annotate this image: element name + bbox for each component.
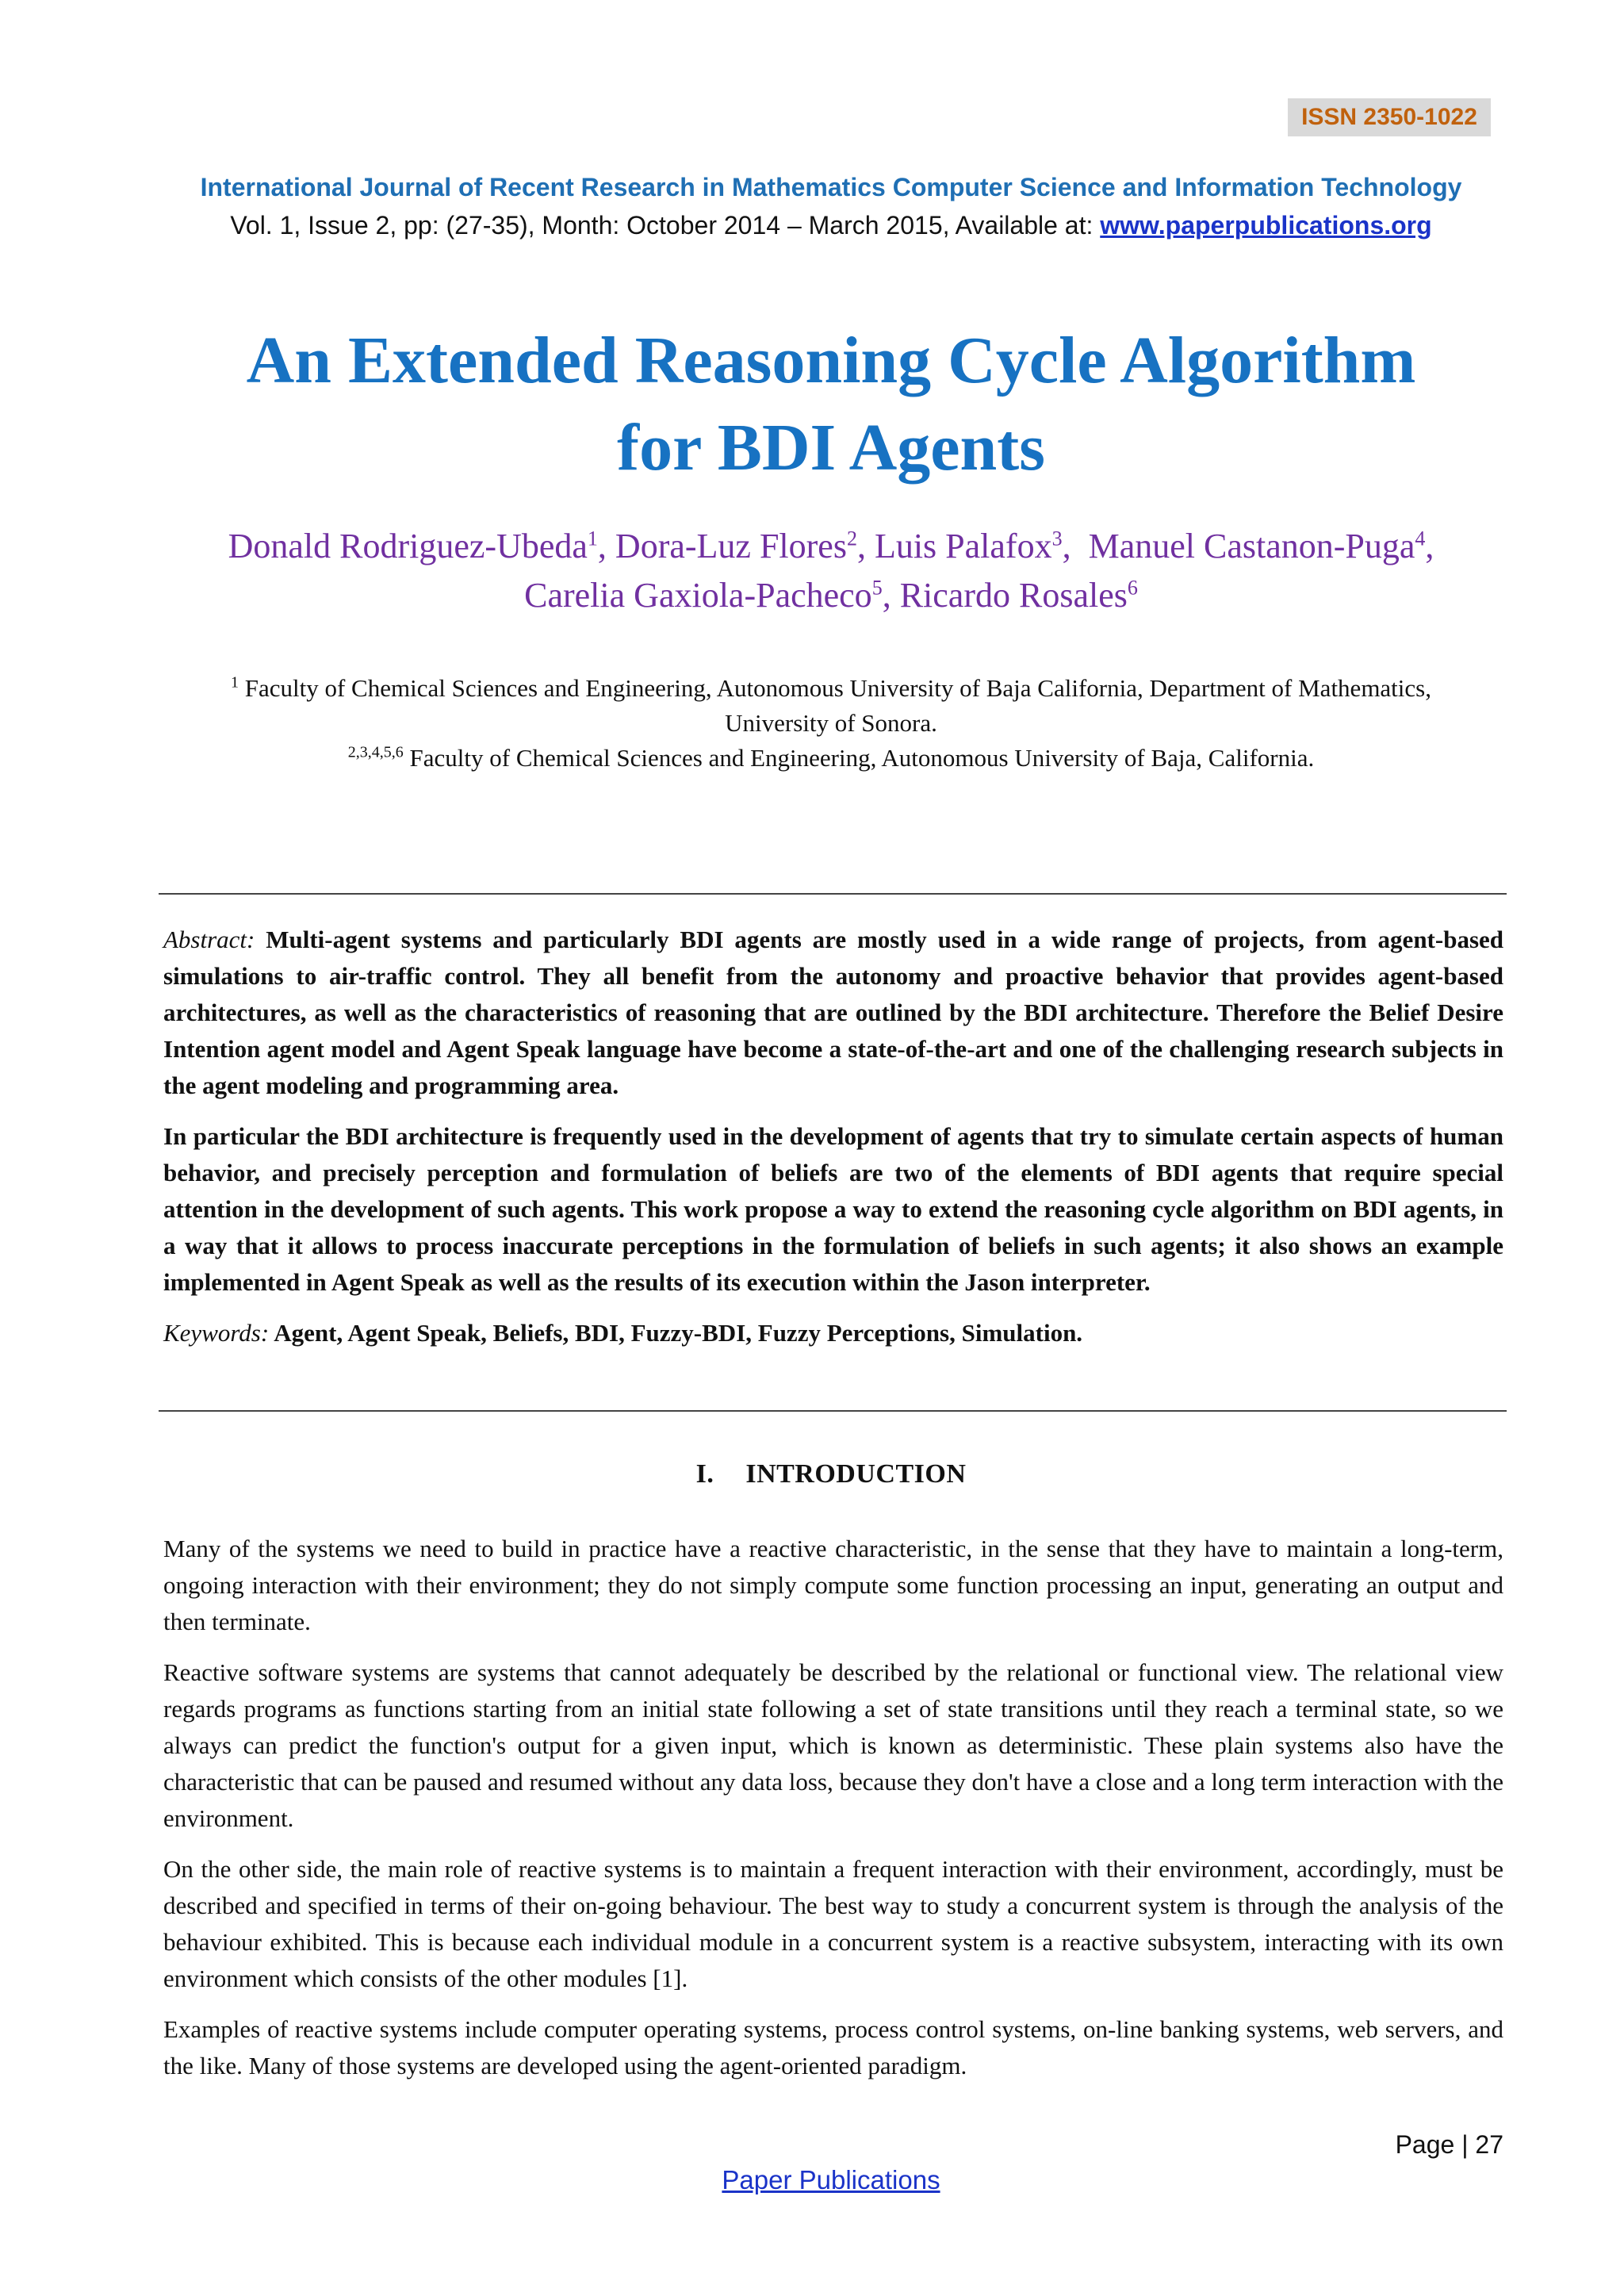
author-line-2: Carelia Gaxiola-Pacheco$^5$, Ricardo Rosales$^6$	[524, 576, 1138, 615]
body-paragraph: Many of the systems we need to build in practice have a reactive characteristic, in the sense that they have to maintain a long-term, ongoing interaction with their environment; they do not simply compute some function processing an input, generating an output and then terminate.	[163, 1535, 1503, 1635]
affiliation-1-cont: University of Sonora.	[725, 709, 937, 737]
author-line-1: Donald Rodriguez-Ubeda$^1$, Dora-Luz Flores$^2$, Luis Palafox$^3$, Manuel Castanon-Puga$^4$,	[228, 527, 1434, 565]
abstract-text: Multi-agent systems and particularly BDI agents are mostly used in a wide range of projects, from agent-based simulations to air-traffic control. They all benefit from the autonomy and proactive behavior that provides agent-based architectures, as well as the characteristics of reasoning that are outlined by the BDI architecture. Therefore the Belief Desire Intention agent model and Agent Speak language have become a state-of-the-art and one of the challenging research subjects in the agent modeling and programming area.	[163, 926, 1504, 1099]
author-sup: 1	[587, 527, 598, 550]
abstract	[163, 922, 1503, 1366]
title-line-2: for BDI Agents	[617, 411, 1045, 485]
author-sup: 2	[846, 527, 857, 550]
abstract-paragraph-1	[163, 922, 1503, 1104]
website-link[interactable]: www.paperpublications.org	[1100, 211, 1432, 240]
paper-title	[0, 317, 1624, 492]
author-name: Carelia Gaxiola-Pacheco	[524, 576, 872, 615]
abstract-label: Abstract:	[163, 926, 255, 953]
affiliation-2	[0, 741, 1624, 776]
body-paragraph: On the other side, the main role of reactive systems is to maintain a frequent interaction with their environment, accordingly, must be described and specified in terms of their on-going behaviour. The best way to study a concurrent system is through the analysis of the behaviour exhibited. This is because each individual module in a concurrent system is a reactive subsystem, interacting with its own environment which consists of the other modules [1].	[163, 1855, 1503, 1992]
author-sup: 4	[1415, 527, 1426, 550]
title-line-1: An Extended Reasoning Cycle Algorithm	[246, 324, 1416, 397]
volume-line	[0, 211, 1624, 240]
author-sup: 5	[871, 576, 883, 600]
divider-bottom	[159, 1410, 1507, 1412]
section-title: INTRODUCTION	[745, 1459, 967, 1489]
issn-badge: ISSN 2350-1022	[1288, 98, 1491, 136]
affiliation-text: Faculty of Chemical Sciences and Engineering, Autonomous University of Baja California, Department of Mathematics,	[244, 674, 1431, 702]
abstract-paragraph-2: In particular the BDI architecture is frequently used in the development of agents that try to simulate certain aspects of human behavior, and precisely perception and formulation of beliefs are two of the elements of BDI agents that require special attention in the development of such agents. This work propose a way to extend the reasoning cycle algorithm on BDI agents, in a way that it allows to process inaccurate perceptions in the formulation of beliefs in such agents; it also shows an example implemented in Agent Speak as well as the results of its execution within the Jason interpreter.	[163, 1122, 1503, 1296]
volume-text: Vol. 1, Issue 2, pp: (27-35), Month: October 2014 – March 2015, Available at:	[230, 211, 1101, 240]
divider-top	[159, 893, 1507, 895]
author-name: Luis Palafox	[874, 527, 1052, 565]
affiliation-1	[0, 671, 1624, 706]
author-sup: 6	[1127, 576, 1138, 600]
section-body	[163, 1531, 1503, 2099]
body-paragraph: Examples of reactive systems include computer operating systems, process control systems, on-line banking systems, web servers, and the like. Many of those systems are developed using the agent-oriented paradigm.	[163, 2015, 1503, 2079]
publisher-link[interactable]: Paper Publications	[722, 2165, 940, 2194]
author-name: Manuel Castanon-Puga	[1088, 527, 1415, 565]
affiliations	[0, 671, 1624, 776]
author-name: Ricardo Rosales	[899, 576, 1128, 615]
affiliation-text: Faculty of Chemical Sciences and Engineering, Autonomous University of Baja, California.	[409, 744, 1315, 772]
section-heading	[0, 1459, 1624, 1489]
keywords	[163, 1315, 1503, 1351]
author-name: Dora-Luz Flores	[615, 527, 847, 565]
section-number: I.	[695, 1459, 714, 1489]
body-paragraph: Reactive software systems are systems that cannot adequately be described by the relational or functional view. The relational view regards programs as functions starting from an initial state following a set of state transitions until they reach a terminal state, so we always can predict the function's output for a given input, which is known as deterministic. These plain systems also have the characteristic that can be paused and resumed without any data loss, because they don't have a close and a long term interaction with the environment.	[163, 1658, 1503, 1832]
affiliation-sup: 2,3,4,5,6	[347, 743, 404, 761]
journal-name: International Journal of Recent Research in Mathematics Computer Science and Information Technology	[200, 173, 1462, 201]
page-number: Page | 27	[1395, 2130, 1503, 2159]
author-name: Donald Rodriguez-Ubeda	[228, 527, 588, 565]
keywords-label: Keywords:	[163, 1319, 270, 1347]
keywords-text: Agent, Agent Speak, Beliefs, BDI, Fuzzy-BDI, Fuzzy Perceptions, Simulation.	[274, 1319, 1083, 1347]
author-sup: 3	[1051, 527, 1063, 550]
author-list	[0, 522, 1624, 620]
affiliation-sup: 1	[231, 673, 239, 692]
